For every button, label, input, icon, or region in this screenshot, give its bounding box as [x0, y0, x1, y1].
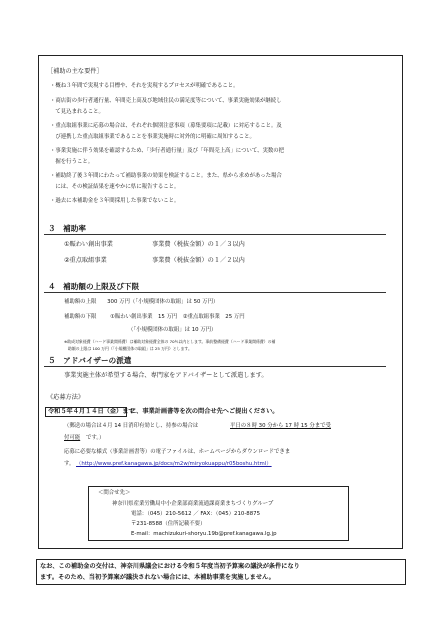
requirements-title: ［補助の主な要件］: [47, 68, 103, 75]
rate-row-label: ②重点取組事業: [64, 257, 107, 264]
limits-footnote: ※助成対象経費（ハード事業関係費）は補助対象経費全体の 70％以内とします。事前整備経費（ハード事業関係費）の補: [64, 339, 276, 344]
requirement-line: ・事業実施に伴う効果を確認するため、「歩行者通行量」及び「年間売上高」について、実数の把: [50, 148, 285, 154]
advisor-divider: [44, 366, 386, 367]
requirement-line: ・過去に本補助金を３年間採用した事業でないこと。: [50, 198, 180, 204]
mail-note: （郵送の場合は４月 14 日消印有効とし、持参の場合は: [64, 423, 199, 429]
download-link[interactable]: （http://www.pref.kanagawa.jp/docs/m2w/miryokuappu/r05boshu.html）: [76, 461, 272, 467]
application-title: 《応募方法》: [47, 394, 85, 401]
requirement-line: ・補助終了後３年間にわたって補助事業の効果を検証すること。また、県から求めがあった場合: [50, 173, 282, 179]
deadline-date: 令和５年４月１４日（金）まで: [48, 408, 135, 415]
limits-lower-label: 補助額の下限: [64, 314, 97, 320]
limits-footnote: 助額の上限は 100 万円（「小規模団体の取組」は 25 万円）とします。: [64, 346, 192, 351]
requirement-line: ・概ね３年間で実現する目標や、それを実現するプロセスが明確であること。: [50, 83, 239, 89]
requirement-line: ・商店街の歩行者通行量、年間売上高及び地域住民の満足度等について、事業実施効果が継続し: [50, 98, 282, 104]
form-download-text: す。: [64, 461, 75, 467]
contact-email[interactable]: E-mail：machizukuri-shoryu.19b@pref.kanagawa.lg.jp: [131, 531, 277, 537]
rate-row-value: 事業費（税抜金額）の１／３以内: [152, 241, 245, 248]
contact-title: ＜問合せ先＞: [98, 490, 131, 496]
requirement-line: ・重点取組事業に応募の場合は、それぞれ個別注意事項（募集要項に記載）に対応すること。及: [50, 123, 282, 129]
contact-organization: 神奈川県産業労働局中小企業部商業流通課商業まちづくりグループ: [112, 501, 274, 507]
rate-row-value: 事業費（税抜金額）の１／２以内: [152, 257, 245, 264]
limits-divider: [44, 292, 386, 293]
rate-divider: [44, 234, 386, 235]
limits-lower-small: （「小規模団体の取組」は 10 万円）: [128, 327, 217, 333]
requirement-line: には、その検証結果を速やかに県に報告すること。: [50, 184, 180, 190]
contact-address: 〒231-8588（住所記載不要）: [131, 521, 206, 527]
requirement-line: 握を行うこと。: [50, 159, 94, 165]
limits-heading: ４ 補助額の上限及び下限: [48, 282, 140, 291]
mail-note-accept: 付可能: [64, 435, 81, 441]
deadline-instruction: に、事業計画書等を次の問合せ先へご提出ください。: [130, 408, 279, 415]
mail-note-hours: 平日の８時 30 分から 17 時 15 分まで受: [230, 423, 331, 429]
limits-lower-values: ①賑わい創出事業 15 万円 ②重点取組事業 25 万円: [110, 314, 245, 320]
requirement-line: て見込まれること。: [50, 109, 104, 115]
form-download-text: 応募に必要な様式（事業計画書等）の電子ファイルは、ホームページからダウンロードできま: [64, 449, 291, 455]
contact-phone: 電話：（045）210-5612 ／ FAX：（045）210-8875: [131, 511, 261, 517]
limits-upper: 補助額の上限 300 万円（「小規模団体の取組」は 50 万円）: [64, 299, 219, 305]
advisor-text: 事業実施主体が希望する場合、専門家をアドバイザーとして派遣します。: [64, 372, 268, 379]
budget-note-line: ます。そのため、当初予算案が議決されない場合には、本補助事業を実施しません。: [40, 574, 275, 581]
requirement-line: び連携した重点取組事業であることを事業実施時に対外的に明確に周知すること。: [50, 134, 255, 140]
advisor-heading: ５ アドバイザーの派遣: [48, 356, 132, 365]
rate-row-label: ①賑わい創出事業: [64, 241, 113, 248]
mail-note-end: です。）: [86, 435, 105, 441]
rate-heading: ３ 補助率: [48, 224, 86, 233]
budget-note-line: なお、この補助金の交付は、神奈川県議会における令和５年度当初予算案の議決が条件になり: [40, 563, 300, 570]
